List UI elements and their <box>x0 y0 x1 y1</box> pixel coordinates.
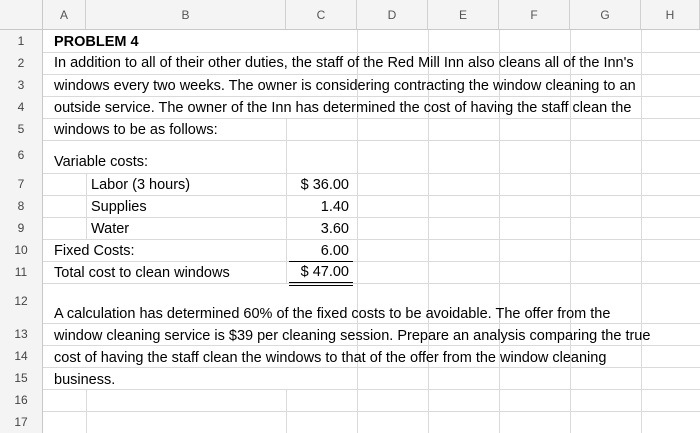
grid-line <box>641 30 642 433</box>
cell-b4[interactable]: outside service. The owner of the Inn has determined the cost of having the staff clean the <box>54 100 632 116</box>
grid-line <box>43 261 700 262</box>
cell-b9[interactable]: Water <box>91 221 130 237</box>
row-header-6[interactable]: 6 <box>0 140 43 173</box>
grid-line <box>43 411 700 412</box>
cell-b12[interactable]: A calculation has determined 60% of the fixed costs to be avoidable. The offer from the <box>54 306 611 322</box>
cell-c11[interactable]: $ 47.00 <box>300 264 349 280</box>
cell-b3[interactable]: windows every two weeks. The owner is considering contracting the window cleaning to an <box>54 78 636 94</box>
row-header-13[interactable]: 13 <box>0 323 43 345</box>
grid-line <box>86 173 87 239</box>
grid-line <box>43 217 700 218</box>
grid-line <box>43 367 700 368</box>
cell-c8[interactable]: 1.40 <box>320 199 349 215</box>
row-header-15[interactable]: 15 <box>0 367 43 389</box>
grid-line <box>43 283 700 284</box>
subtotal-underline <box>289 261 353 262</box>
column-header-f[interactable]: F <box>499 0 570 30</box>
row-header-1[interactable]: 1 <box>0 30 43 52</box>
row-header-11[interactable]: 11 <box>0 261 43 283</box>
row-header-8[interactable]: 8 <box>0 195 43 217</box>
cell-b7[interactable]: Labor (3 hours) <box>91 177 191 193</box>
cell-c7[interactable]: $ 36.00 <box>300 177 349 193</box>
row-header-16[interactable]: 16 <box>0 389 43 411</box>
column-header-h[interactable]: H <box>641 0 700 30</box>
column-header-a[interactable]: A <box>43 0 86 30</box>
grid-line <box>43 173 700 174</box>
grid-line <box>43 345 700 346</box>
grid-line <box>43 52 700 53</box>
grid-line <box>43 195 700 196</box>
column-header-e[interactable]: E <box>428 0 499 30</box>
row-header-5[interactable]: 5 <box>0 118 43 140</box>
cell-b11[interactable]: Total cost to clean windows <box>54 265 230 281</box>
select-all-corner[interactable] <box>0 0 43 30</box>
cell-b14[interactable]: cost of having the staff clean the windows to that of the offer from the window cleaning <box>54 350 607 366</box>
column-header-d[interactable]: D <box>357 0 428 30</box>
cell-b10[interactable]: Fixed Costs: <box>54 243 135 259</box>
grid-line <box>43 140 700 141</box>
cell-b13[interactable]: window cleaning service is $39 per cleaning session. Prepare an analysis comparing the true <box>54 328 651 344</box>
cell-b2[interactable]: In addition to all of their other duties, the staff of the Red Mill Inn also cleans all of the Inn's <box>54 55 634 71</box>
cell-c10[interactable]: 6.00 <box>320 243 349 259</box>
row-header-14[interactable]: 14 <box>0 345 43 367</box>
row-header-12[interactable]: 12 <box>0 283 43 323</box>
row-header-10[interactable]: 10 <box>0 239 43 261</box>
column-header-c[interactable]: C <box>286 0 357 30</box>
cell-b8[interactable]: Supplies <box>91 199 147 215</box>
grid-line <box>43 118 700 119</box>
cell-b5[interactable]: windows to be as follows: <box>54 122 218 138</box>
grid-line <box>43 96 700 97</box>
column-header-b[interactable]: B <box>86 0 286 30</box>
row-header-9[interactable]: 9 <box>0 217 43 239</box>
cell-c9[interactable]: 3.60 <box>320 221 349 237</box>
cell-b15[interactable]: business. <box>54 372 116 388</box>
grid-line <box>43 323 700 324</box>
total-double-underline-top <box>289 282 353 283</box>
total-double-underline-bottom <box>289 285 353 286</box>
grid-line <box>43 239 700 240</box>
row-header-4[interactable]: 4 <box>0 96 43 118</box>
cell-b1-title[interactable]: PROBLEM 4 <box>54 34 139 50</box>
row-header-2[interactable]: 2 <box>0 52 43 74</box>
grid-line <box>286 118 287 140</box>
column-header-g[interactable]: G <box>570 0 641 30</box>
row-header-17[interactable]: 17 <box>0 411 43 433</box>
row-header-3[interactable]: 3 <box>0 74 43 96</box>
grid-line <box>43 74 700 75</box>
row-header-7[interactable]: 7 <box>0 173 43 195</box>
grid-line <box>43 389 700 390</box>
cell-b6[interactable]: Variable costs: <box>54 154 149 170</box>
